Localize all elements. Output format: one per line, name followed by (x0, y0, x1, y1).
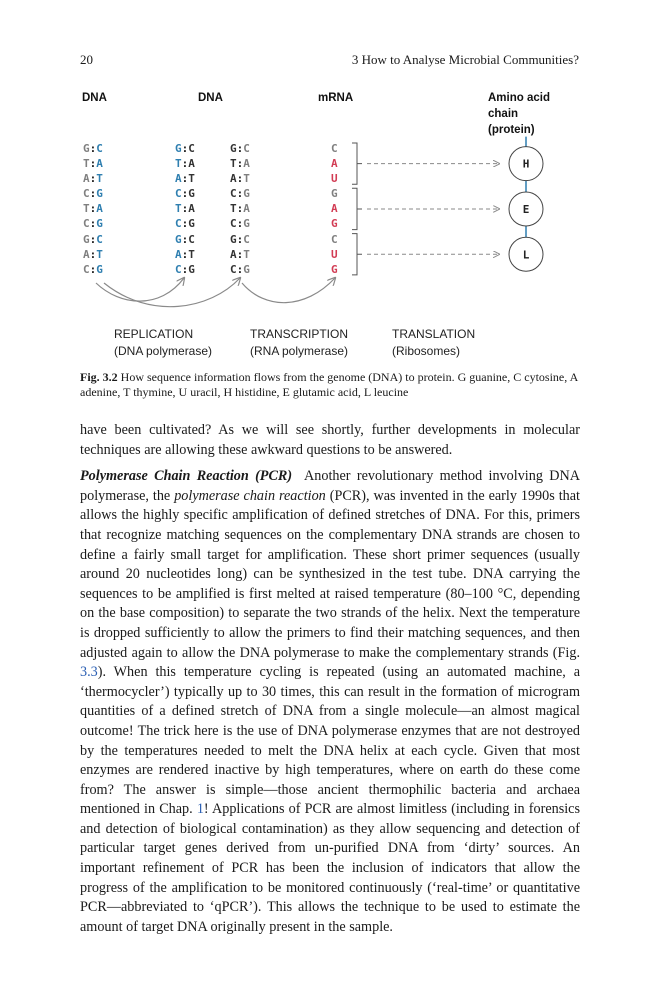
base: G (96, 217, 103, 231)
paragraph-pcr (80, 467, 580, 937)
col-head-protein-line2: (protein) (488, 124, 535, 136)
base-pair: A:T (175, 247, 195, 261)
process-translation (392, 326, 475, 360)
base: A (83, 172, 90, 186)
process-enzyme: (Ribosomes) (392, 344, 461, 358)
base-pair: A:T (175, 172, 195, 186)
base-pair: T:A (230, 202, 250, 216)
base: G (96, 187, 103, 201)
amino-acid-label: E (522, 202, 530, 216)
chapter-reference-link[interactable]: 1 (196, 801, 204, 818)
mrna-strand (331, 141, 338, 277)
base: C (83, 187, 90, 201)
col-head-dna-original: DNA (82, 92, 107, 104)
paragraph: have been cultivated? As we will see shortly, further developments in molecular techniques are allowing these awkward questions to be answered. (80, 422, 580, 458)
base: A (243, 202, 250, 216)
base: G (188, 262, 195, 276)
base: T (188, 247, 195, 261)
base: T (83, 202, 90, 216)
base: C (230, 262, 237, 276)
amino-acid-label: L (522, 248, 530, 262)
base-pair: C:G (175, 187, 195, 201)
amino-acid-label: H (522, 157, 530, 171)
process-enzyme: (DNA polymerase) (114, 344, 213, 358)
col-head-protein-line1: Amino acid chain (488, 92, 550, 120)
base: G (83, 142, 90, 155)
base: T (230, 202, 237, 216)
mrna-base: G (331, 217, 338, 231)
page-header (80, 52, 579, 72)
base-pair: T:A (175, 202, 195, 216)
base: C (230, 217, 237, 231)
base: C (96, 142, 103, 155)
base-pair: A:T (230, 172, 250, 186)
base: C (188, 142, 195, 155)
col-head-mrna: mRNA (318, 92, 354, 104)
mrna-base: C (331, 232, 338, 246)
base: A (188, 202, 195, 216)
base: T (96, 247, 103, 261)
base: A (230, 247, 237, 261)
base-pair: C:G (83, 217, 103, 231)
dna-copy-1 (175, 141, 195, 277)
base-pair: C:G (230, 187, 250, 201)
base: C (175, 217, 182, 231)
base: G (175, 142, 182, 155)
base: A (230, 172, 237, 186)
codon-bracket (352, 188, 362, 229)
base-pair: C:G (230, 262, 250, 276)
base: C (243, 142, 250, 155)
base: T (96, 172, 103, 186)
base-pair: G:C (230, 142, 250, 155)
term: polymerase chain reaction (174, 487, 326, 504)
figure-label: Fig. 3.2 (80, 370, 118, 384)
mrna-base: G (331, 187, 338, 201)
base: A (96, 202, 103, 216)
section-run-in-heading: Polymerase Chain Reaction (PCR) (80, 468, 293, 485)
base-pair: G:C (83, 232, 103, 246)
page-number: 20 (80, 52, 93, 67)
figure-reference-link[interactable]: 3.3 (80, 664, 98, 681)
base-pair: A:T (83, 172, 103, 186)
base-pair: G:C (175, 142, 195, 155)
base: G (83, 232, 90, 246)
codon-bracket (352, 234, 362, 275)
base: G (230, 232, 237, 246)
caption-text: How sequence information flows from the genome (DNA) to protein. G guanine, C cytosine, A adenine, T thymine, U uracil, H histidine, E glutamic acid, L leucine (80, 370, 578, 399)
base-pair: T:A (83, 157, 103, 171)
base: C (175, 262, 182, 276)
figure-3-2 (80, 88, 580, 363)
base: G (96, 262, 103, 276)
mrna-base: A (331, 157, 338, 171)
mrna-base: U (331, 172, 338, 186)
codon-bracket (352, 143, 362, 184)
base: C (230, 187, 237, 201)
col-head-dna-copies: DNA (198, 92, 223, 104)
base: T (175, 157, 182, 171)
base: A (243, 157, 250, 171)
process-transcription (250, 326, 348, 360)
transcription-arrow (242, 278, 335, 303)
dna-original-strand (83, 141, 103, 277)
base: A (175, 247, 182, 261)
base-pair: G:C (175, 232, 195, 246)
base-pair: C:G (83, 262, 103, 276)
base-pair: C:G (175, 217, 195, 231)
base-pair: T:A (230, 157, 250, 171)
base: C (243, 232, 250, 246)
base-pair: G:C (230, 232, 250, 246)
replication-arrow (96, 278, 184, 301)
base: C (83, 262, 90, 276)
base-pair: G:C (83, 142, 103, 155)
base: T (83, 157, 90, 171)
base-pair: T:A (83, 202, 103, 216)
base: A (188, 157, 195, 171)
text-span: Another revolutionary method involving DNA polymerase, the (80, 468, 580, 504)
base: T (188, 172, 195, 186)
running-head: 3 How to Analyse Microbial Communities? (351, 52, 579, 67)
base-pair: T:A (175, 157, 195, 171)
base-pair: A:T (83, 247, 103, 261)
base: G (230, 142, 237, 155)
base: G (243, 217, 250, 231)
base: C (96, 232, 103, 246)
base: A (175, 172, 182, 186)
figure-drawing (80, 88, 580, 363)
mrna-base: G (331, 262, 338, 276)
base: G (243, 262, 250, 276)
figure-caption (80, 370, 580, 400)
base: T (175, 202, 182, 216)
dna-copy-2 (230, 141, 250, 277)
base: C (188, 232, 195, 246)
replication-arrow-2 (104, 278, 240, 307)
process-replication (114, 326, 212, 360)
mrna-base: A (331, 202, 338, 216)
base: A (83, 247, 90, 261)
base-pair: C:G (175, 262, 195, 276)
base: C (83, 217, 90, 231)
process-name: REPLICATION (114, 327, 194, 341)
base: G (243, 187, 250, 201)
mrna-base: C (331, 142, 338, 155)
body-text (80, 421, 580, 944)
mrna-base: U (331, 247, 338, 261)
text-span: ). When this temperature cycling is repeated (using an automated machine, a ‘thermocycler’) typically up to 30 times, this can result in the formation of microgram quantities of a defined stretch of DNA from a single molecule—an almost magical outcome! The trick here is the use of DNA polymerase enzymes that are not destroyed by the temperatures needed to melt the DNA helix at each cycle. Given that most enzymes are rendered inactive by high temperatures, where on earth do these come from? The answer is simple—those ancient thermophilic bacteria and archaea mentioned in Chap. (80, 664, 580, 818)
base-pair: C:G (83, 187, 103, 201)
base: T (243, 172, 250, 186)
base-pair: C:G (230, 217, 250, 231)
base: G (175, 232, 182, 246)
process-name: TRANSCRIPTION (250, 327, 349, 341)
process-enzyme: (RNA polymerase) (250, 344, 349, 358)
base: G (188, 217, 195, 231)
base: A (96, 157, 103, 171)
base: T (243, 247, 250, 261)
process-name: TRANSLATION (392, 327, 476, 341)
base: G (188, 187, 195, 201)
text-span: (PCR), was invented in the early 1990s that allows the highly specific amplification of defined stretches of DNA. For this, primers that recognize matching sequences on the complementary DNA strands are chosen to define a fairly small target for amplification. These short primer sequences (usually around 20 nucleotides long) can be synthesized in the test tube. DNA carrying the sequences to be amplified is first melted at raised temperature (80–100 °C, depending on the base composition) to separate the two strands of the helix. Next the temperature is dropped sufficiently to allow the primers to find their matching sequences, and then adjusted again to allow the DNA polymerase to make the complementary strands (Fig. (80, 487, 580, 661)
base: C (175, 187, 182, 201)
base: T (230, 157, 237, 171)
base-pair: A:T (230, 247, 250, 261)
text-span: ! Applications of PCR are almost limitless (including in forensics and detection of biological contamination) as they allow sequencing and detection of particular target genes derived from un-purified DNA from ‘dirty’ sources. An important refinement of PCR has been the inclusion of indicators that allow the progress of the amplification to be monitored continuously (‘real-time’ or quantitative PCR—abbreviated to ‘qPCR’). This allows the technique to be used to estimate the amount of target DNA originally present in the sample. (80, 801, 580, 935)
